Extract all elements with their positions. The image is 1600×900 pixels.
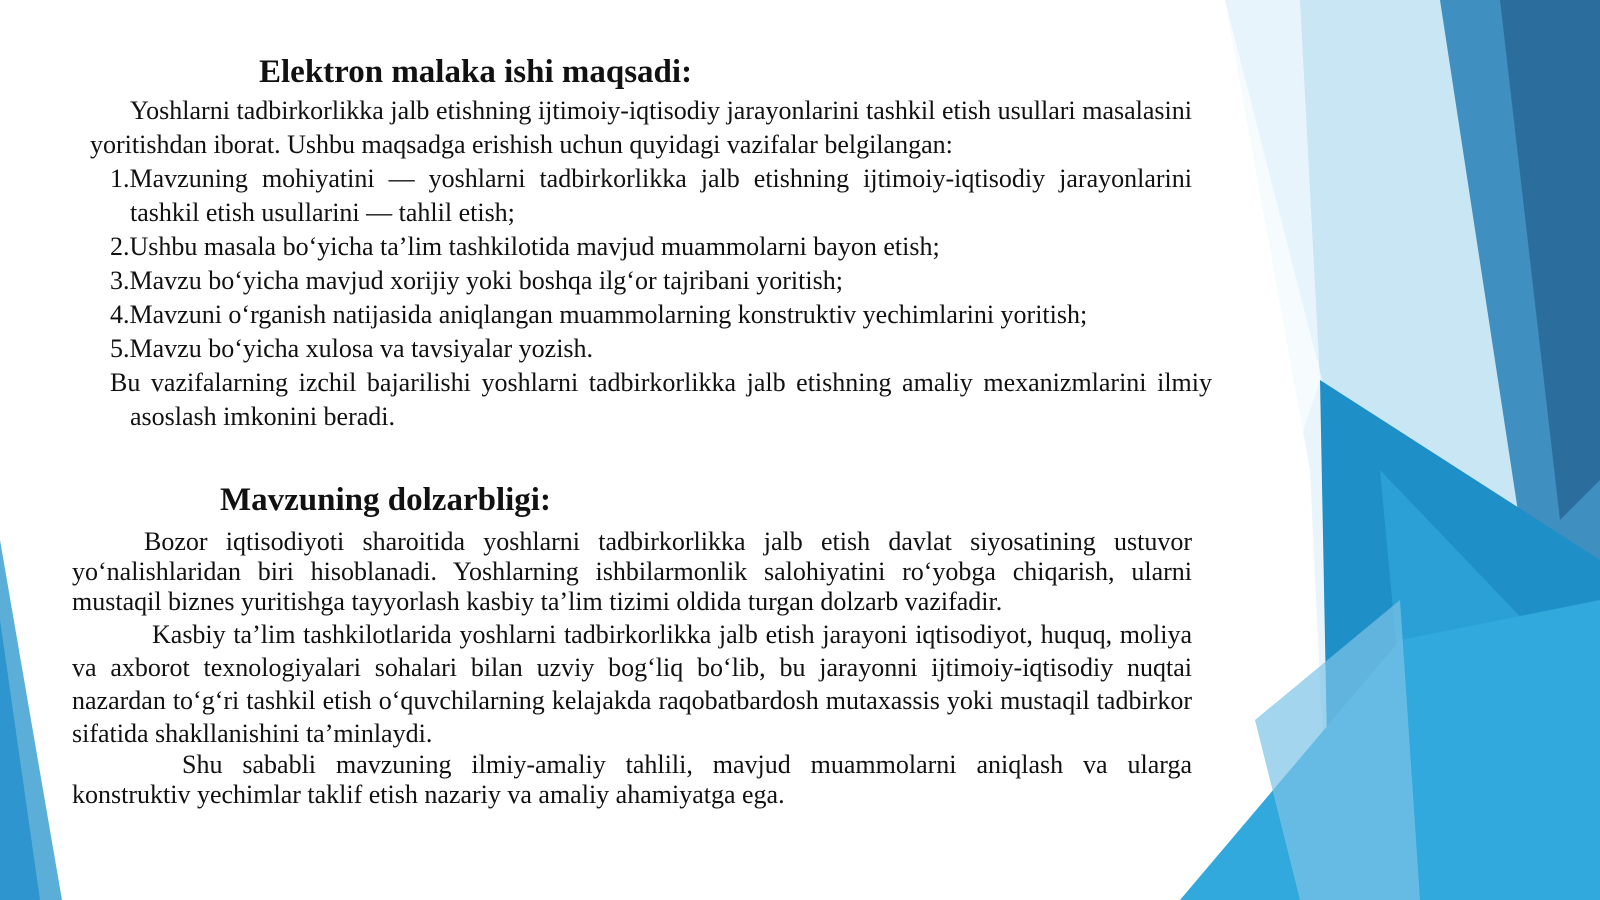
goal-closing-paragraph: Bu vazifalarning izchil bajarilishi yoshlarni tadbirkorlikka jalb etishning amaliy mexanizmlarini ilmiy asoslash imkonini beradi. bbox=[110, 368, 1212, 431]
task-item: 3.Mavzu bo‘yicha mavjud xorijiy yoki boshqa ilg‘or tajribani yoritish; bbox=[110, 266, 843, 295]
goal-intro-paragraph: Yoshlarni tadbirkorlikka jalb etishning ijtimoiy-iqtisodiy jarayonlarini tashkil etish usullari masalasini yoritishdan iborat. Ushbu maqsadga erishish uchun quyidagi vazifalar belgilangan: bbox=[90, 96, 1192, 159]
task-item: 4.Mavzuni o‘rganish natijasida aniqlangan muammolarning konstruktiv yechimlarini yoritish; bbox=[110, 300, 1088, 329]
relevance-paragraph: Kasbiy ta’lim tashkilotlarida yoshlarni tadbirkorlikka jalb etish jarayoni iqtisodiyot, huquq, moliya va axborot texnologiyalari sohalari bilan uzviy bog‘liq bo‘lib, bu jarayonni ijtimoiy-iqtisodiy nuqtai nazardan to‘g‘ri tashkil etish o‘quvchilarning kelajakda raqobatbardosh mutaxassis yoki mustaqil tadbirkor sifatida shakllanishini ta’minlaydi. bbox=[72, 620, 1192, 748]
task-list bbox=[110, 162, 1192, 366]
task-item: 2.Ushbu masala bo‘yicha ta’lim tashkilotida mavjud muammolarni bayon etish; bbox=[110, 232, 940, 261]
section-title-goal: Elektron malaka ishi maqsadi: bbox=[259, 54, 693, 90]
section-title-relevance: Mavzuning dolzarbligi: bbox=[220, 482, 551, 518]
relevance-paragraph: Shu sababli mavzuning ilmiy-amaliy tahlili, mavjud muammolarni aniqlash va ularga konstruktiv yechimlar taklif etish nazariy va amaliy ahamiyatga ega. bbox=[72, 750, 1192, 809]
task-item: 1.Mavzuning mohiyatini — yoshlarni tadbirkorlikka jalb etishning ijtimoiy-iqtisodiy jarayonlarini tashkil etish usullarini — tahlil etish; bbox=[110, 164, 1192, 227]
task-item: 5.Mavzu bo‘yicha xulosa va tavsiyalar yozish. bbox=[110, 334, 594, 363]
relevance-paragraph: Bozor iqtisodiyoti sharoitida yoshlarni tadbirkorlikka jalb etish davlat siyosatining ustuvor yo‘nalishlaridan biri hisoblanadi. Yoshlarning ishbilarmonlik salohiyatini ro‘yobga chiqarish, ularni mustaqil biznes yuritishga tayyorlash kasbiy ta’lim tizimi oldida turgan dolzarb vazifadir. bbox=[72, 527, 1192, 616]
